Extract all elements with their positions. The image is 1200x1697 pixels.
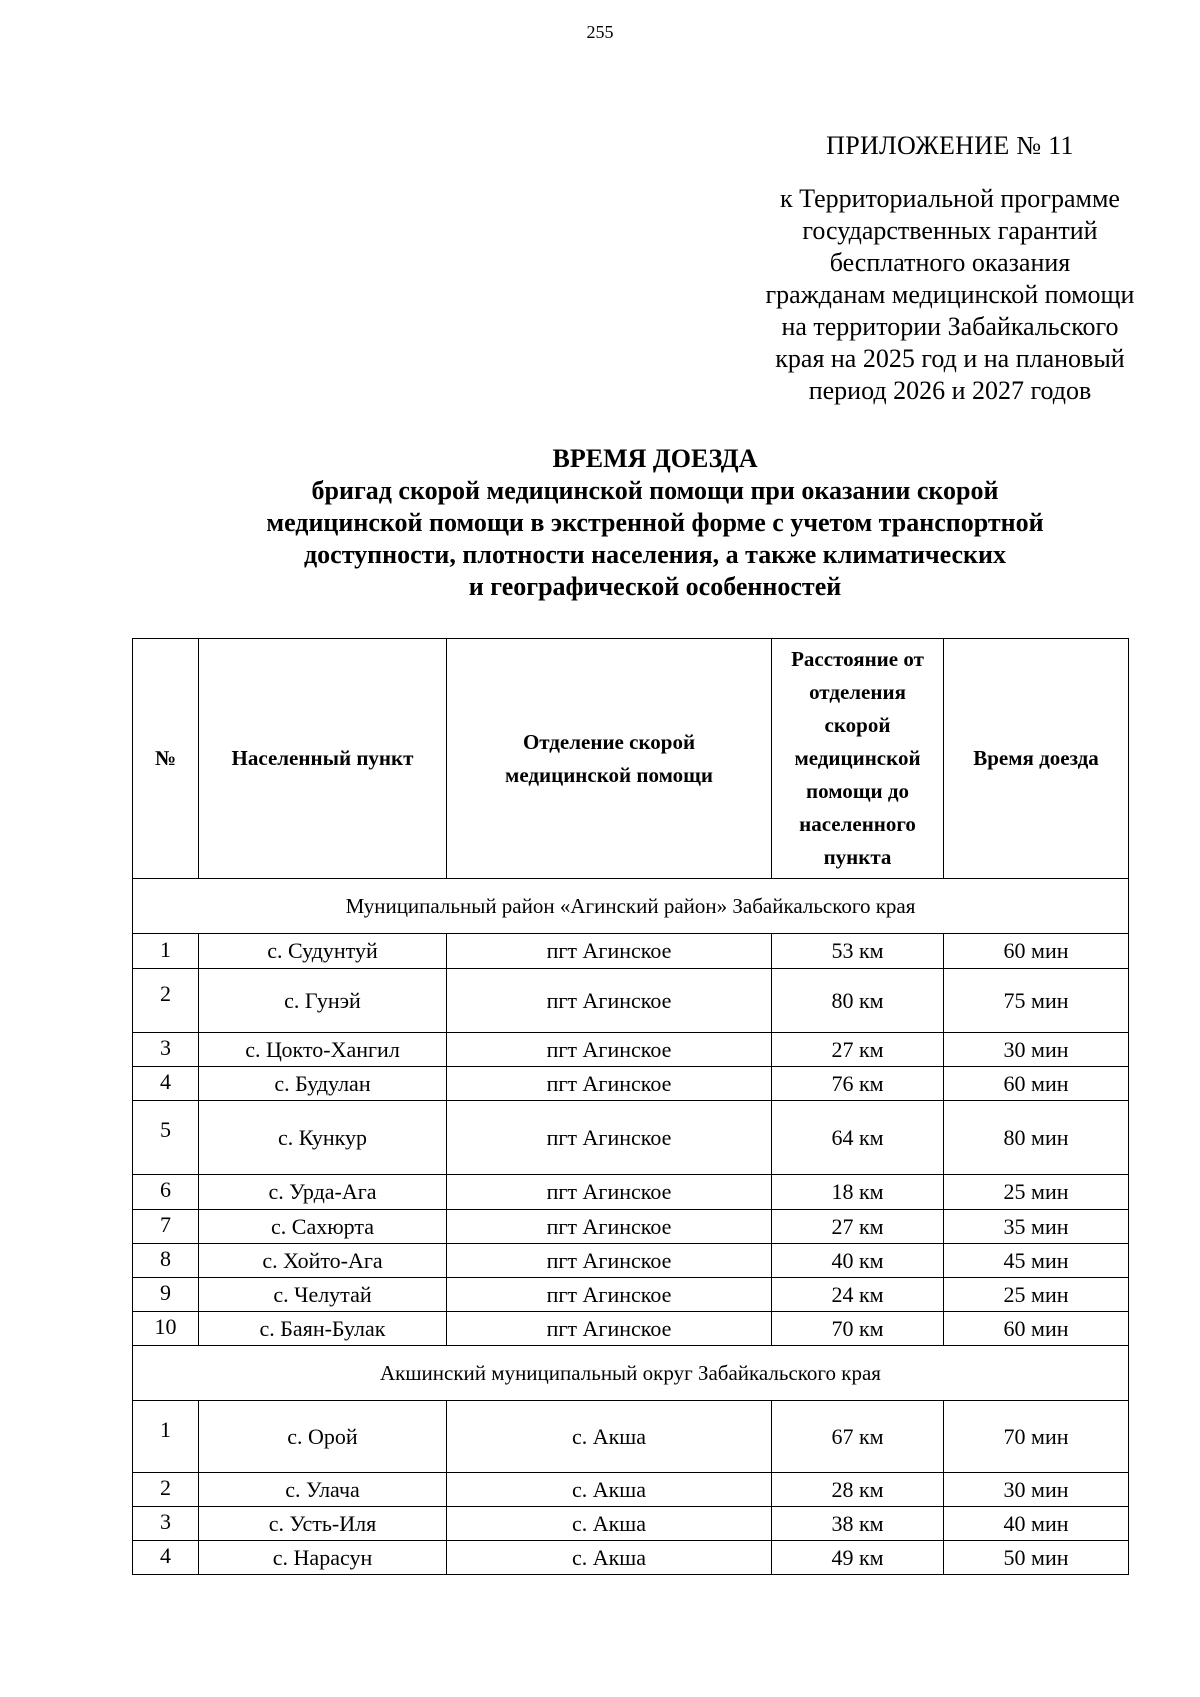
row-number: 2 xyxy=(133,1473,199,1507)
row-distance: 67 км xyxy=(772,1401,944,1473)
row-settlement: с. Кункур xyxy=(199,1101,447,1175)
row-department: с. Акша xyxy=(447,1507,772,1541)
row-settlement: с. Орой xyxy=(199,1401,447,1473)
row-time: 30 мин xyxy=(944,1033,1129,1067)
row-time: 30 мин xyxy=(944,1473,1129,1507)
row-time: 70 мин xyxy=(944,1401,1129,1473)
row-department: пгт Агинское xyxy=(447,1067,772,1101)
row-distance: 27 км xyxy=(772,1210,944,1244)
row-number: 5 xyxy=(133,1101,199,1175)
row-distance: 64 км xyxy=(772,1101,944,1175)
table-row xyxy=(133,1541,1129,1575)
section-row xyxy=(133,1346,1129,1401)
document-title xyxy=(190,443,1120,603)
table-row xyxy=(133,1473,1129,1507)
appendix-line: края на 2025 год и на плановый xyxy=(775,344,1125,373)
row-number: 6 xyxy=(133,1175,199,1210)
row-settlement: с. Цокто-Хангил xyxy=(199,1033,447,1067)
row-department: с. Акша xyxy=(447,1401,772,1473)
table-row xyxy=(133,1175,1129,1210)
row-settlement: с. Гунэй xyxy=(199,969,447,1033)
table-row xyxy=(133,1101,1129,1175)
appendix-subtitle xyxy=(700,183,1200,407)
table-row xyxy=(133,1507,1129,1541)
row-number: 9 xyxy=(133,1278,199,1312)
row-department: пгт Агинское xyxy=(447,1033,772,1067)
table-row xyxy=(133,1067,1129,1101)
header-settlement: Населенный пункт xyxy=(199,639,447,879)
document-title-main: ВРЕМЯ ДОЕЗДА xyxy=(552,444,758,473)
table-row xyxy=(133,969,1129,1033)
row-time: 75 мин xyxy=(944,969,1129,1033)
appendix-line: на территории Забайкальского xyxy=(781,312,1119,341)
row-distance: 70 км xyxy=(772,1312,944,1346)
table-row xyxy=(133,1210,1129,1244)
row-settlement: с. Челутай xyxy=(199,1278,447,1312)
row-number: 4 xyxy=(133,1541,199,1575)
row-department: пгт Агинское xyxy=(447,1312,772,1346)
header-time: Время доезда xyxy=(944,639,1129,879)
row-time: 60 мин xyxy=(944,1067,1129,1101)
row-distance: 49 км xyxy=(772,1541,944,1575)
response-time-table xyxy=(132,638,1129,1575)
row-time: 50 мин xyxy=(944,1541,1129,1575)
table-row xyxy=(133,1278,1129,1312)
table-row xyxy=(133,1244,1129,1278)
row-time: 40 мин xyxy=(944,1507,1129,1541)
row-distance: 18 км xyxy=(772,1175,944,1210)
document-title-line: бригад скорой медицинской помощи при оказании скорой xyxy=(311,476,999,505)
row-department: пгт Агинское xyxy=(447,934,772,969)
row-number: 3 xyxy=(133,1507,199,1541)
row-settlement: с. Улача xyxy=(199,1473,447,1507)
row-settlement: с. Будулан xyxy=(199,1067,447,1101)
row-distance: 53 км xyxy=(772,934,944,969)
table-row xyxy=(133,934,1129,969)
row-time: 45 мин xyxy=(944,1244,1129,1278)
row-distance: 76 км xyxy=(772,1067,944,1101)
row-time: 35 мин xyxy=(944,1210,1129,1244)
row-department: пгт Агинское xyxy=(447,1210,772,1244)
row-time: 80 мин xyxy=(944,1101,1129,1175)
row-department: пгт Агинское xyxy=(447,1244,772,1278)
appendix-line: к Территориальной программе xyxy=(780,184,1120,213)
row-distance: 28 км xyxy=(772,1473,944,1507)
table-row xyxy=(133,1312,1129,1346)
row-department: с. Акша xyxy=(447,1541,772,1575)
table-header-row xyxy=(133,639,1129,879)
row-number: 7 xyxy=(133,1210,199,1244)
appendix-line: период 2026 и 2027 годов xyxy=(808,376,1092,405)
row-time: 60 мин xyxy=(944,934,1129,969)
document-title-line: медицинской помощи в экстренной форме с учетом транспортной xyxy=(266,508,1044,537)
row-settlement: с. Хойто-Ага xyxy=(199,1244,447,1278)
row-settlement: с. Баян-Булак xyxy=(199,1312,447,1346)
row-time: 60 мин xyxy=(944,1312,1129,1346)
row-department: с. Акша xyxy=(447,1473,772,1507)
header-distance: Расстояние от отделения скорой медицинской помощи до населенного пункта xyxy=(772,639,944,879)
appendix-title: ПРИЛОЖЕНИЕ № 11 xyxy=(826,131,1074,160)
row-settlement: с. Судунтуй xyxy=(199,934,447,969)
table-row xyxy=(133,1401,1129,1473)
table-row xyxy=(133,1033,1129,1067)
document-title-line: и географической особенностей xyxy=(468,572,842,601)
row-number: 10 xyxy=(133,1312,199,1346)
header-number: № xyxy=(133,639,199,879)
section-title: Муниципальный район «Агинский район» Забайкальского края xyxy=(133,879,1129,934)
row-number: 8 xyxy=(133,1244,199,1278)
row-distance: 24 км xyxy=(772,1278,944,1312)
row-department: пгт Агинское xyxy=(447,1175,772,1210)
row-settlement: с. Усть-Иля xyxy=(199,1507,447,1541)
appendix-line: бесплатного оказания xyxy=(829,248,1071,277)
row-distance: 40 км xyxy=(772,1244,944,1278)
row-number: 3 xyxy=(133,1033,199,1067)
row-department: пгт Агинское xyxy=(447,1278,772,1312)
row-settlement: с. Сахюрта xyxy=(199,1210,447,1244)
row-settlement: с. Урда-Ага xyxy=(199,1175,447,1210)
section-title: Акшинский муниципальный округ Забайкальского края xyxy=(133,1346,1129,1401)
row-distance: 38 км xyxy=(772,1507,944,1541)
row-number: 1 xyxy=(133,1401,199,1473)
header-department: Отделение скорой медицинской помощи xyxy=(447,639,772,879)
section-row xyxy=(133,879,1129,934)
row-time: 25 мин xyxy=(944,1175,1129,1210)
row-number: 4 xyxy=(133,1067,199,1101)
row-time: 25 мин xyxy=(944,1278,1129,1312)
appendix-line: гражданам медицинской помощи xyxy=(765,280,1135,309)
document-title-line: доступности, плотности населения, а также климатических xyxy=(304,540,1006,569)
row-number: 1 xyxy=(133,934,199,969)
page-number: 255 xyxy=(586,22,614,42)
appendix-line: государственных гарантий xyxy=(802,216,1098,245)
row-distance: 27 км xyxy=(772,1033,944,1067)
row-distance: 80 км xyxy=(772,969,944,1033)
row-department: пгт Агинское xyxy=(447,1101,772,1175)
row-number: 2 xyxy=(133,969,199,1033)
row-settlement: с. Нарасун xyxy=(199,1541,447,1575)
row-department: пгт Агинское xyxy=(447,969,772,1033)
